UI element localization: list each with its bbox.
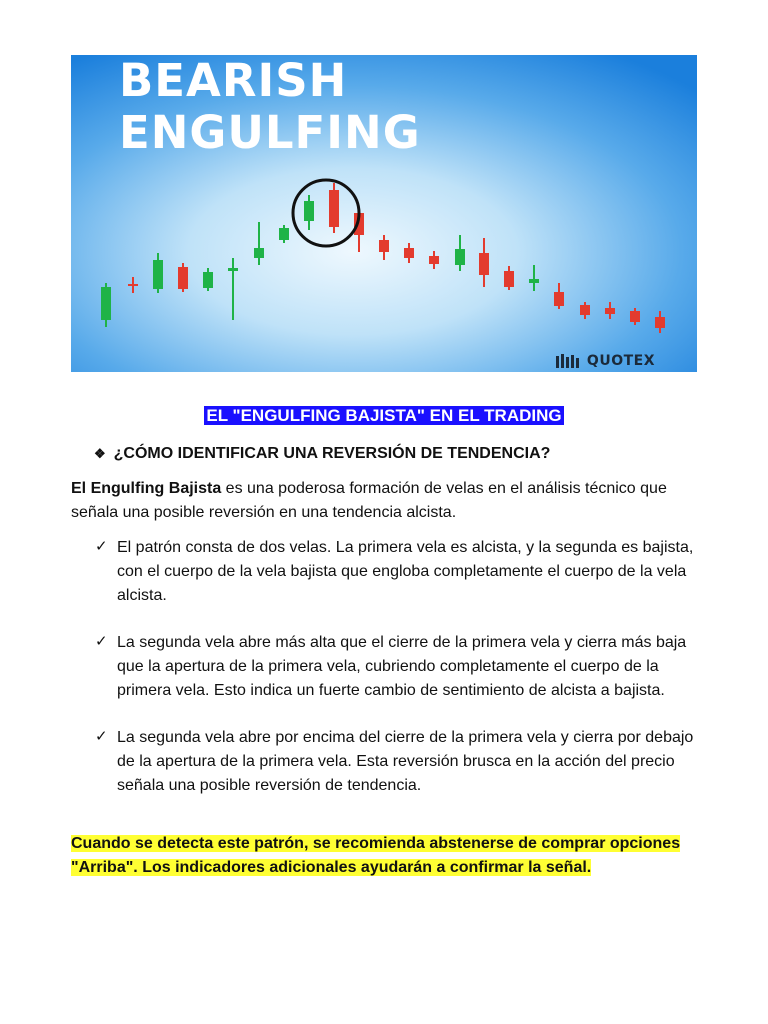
section-heading-text: EL "ENGULFING BAJISTA" EN EL TRADING: [206, 406, 562, 425]
section-heading: [0, 405, 768, 427]
bearish-candle: [479, 253, 489, 275]
list-item-text: La segunda vela abre por encima del cierre de la primera vela y cierra por debajo de la apertura de la primera vela. Esta reversión brusca en la acción del precio señala una posible reversión de tendencia.: [117, 729, 694, 794]
bullish-candle: [304, 201, 314, 221]
banner-title-line2: ENGULFING: [119, 106, 421, 159]
bullish-candle: [455, 249, 465, 265]
bearish-candle: [504, 271, 514, 287]
bullish-candle: [101, 287, 111, 320]
intro-rest: es una poderosa formación de velas en el análisis técnico que señala una posible reversión en una tendencia alcista.: [71, 480, 667, 521]
bullish-candle: [254, 248, 264, 258]
bullet-list: [95, 536, 705, 821]
bullish-candle: [203, 272, 213, 288]
bearish-candle: [605, 308, 615, 314]
bearish-candle: [655, 317, 665, 328]
brand-name: QUOTEX: [586, 353, 655, 369]
bullish-candle: [228, 268, 238, 271]
bearish-candle: [404, 248, 414, 258]
bullish-candle: [153, 260, 163, 289]
bearish-candle: [329, 190, 339, 227]
intro-paragraph: [71, 477, 701, 525]
highlighted-note: [71, 832, 691, 880]
subheading-text: ¿CÓMO IDENTIFICAR UNA REVERSIÓN DE TENDENCIA?: [113, 445, 551, 462]
banner-title-line1: BEARISH: [119, 55, 348, 107]
brand-logo: [555, 353, 655, 369]
check-icon: ✓: [95, 728, 108, 745]
list-item: [95, 536, 705, 608]
bearish-candle: [630, 311, 640, 322]
check-icon: ✓: [95, 538, 108, 555]
bearish-candle: [128, 284, 138, 286]
bearish-candle: [429, 256, 439, 264]
bullish-candle: [529, 279, 539, 283]
quotex-logo-icon: [555, 353, 581, 369]
bullish-candle: [279, 228, 289, 240]
list-item-text: El patrón consta de dos velas. La primera vela es alcista, y la segunda es bajista, con el cuerpo de la vela bajista que engloba completamente el cuerpo de la vela alcista.: [117, 539, 694, 604]
banner-title: [119, 55, 421, 159]
list-item-text: La segunda vela abre más alta que el cierre de la primera vela y cierra más baja que la apertura de la primera vela, cubriendo completamente el cuerpo de la primera vela. Esto indica un fuerte cambio de sentimiento de alcista a bajista.: [117, 634, 687, 699]
list-item: [95, 726, 705, 798]
check-icon: ✓: [95, 633, 108, 650]
banner-image: [71, 55, 697, 372]
bearish-candle: [580, 305, 590, 315]
highlighted-note-text: Cuando se detecta este patrón, se recomienda abstenerse de comprar opciones "Arriba". Los indicadores adicionales ayudarán a confirmar la señal.: [71, 835, 681, 876]
bearish-candle: [178, 267, 188, 289]
intro-bold: El Engulfing Bajista: [71, 480, 222, 497]
diamond-icon: ❖: [94, 446, 106, 461]
bearish-candle: [554, 292, 564, 306]
list-item: [95, 631, 705, 703]
bearish-candle: [379, 240, 389, 252]
subheading: [94, 443, 550, 465]
